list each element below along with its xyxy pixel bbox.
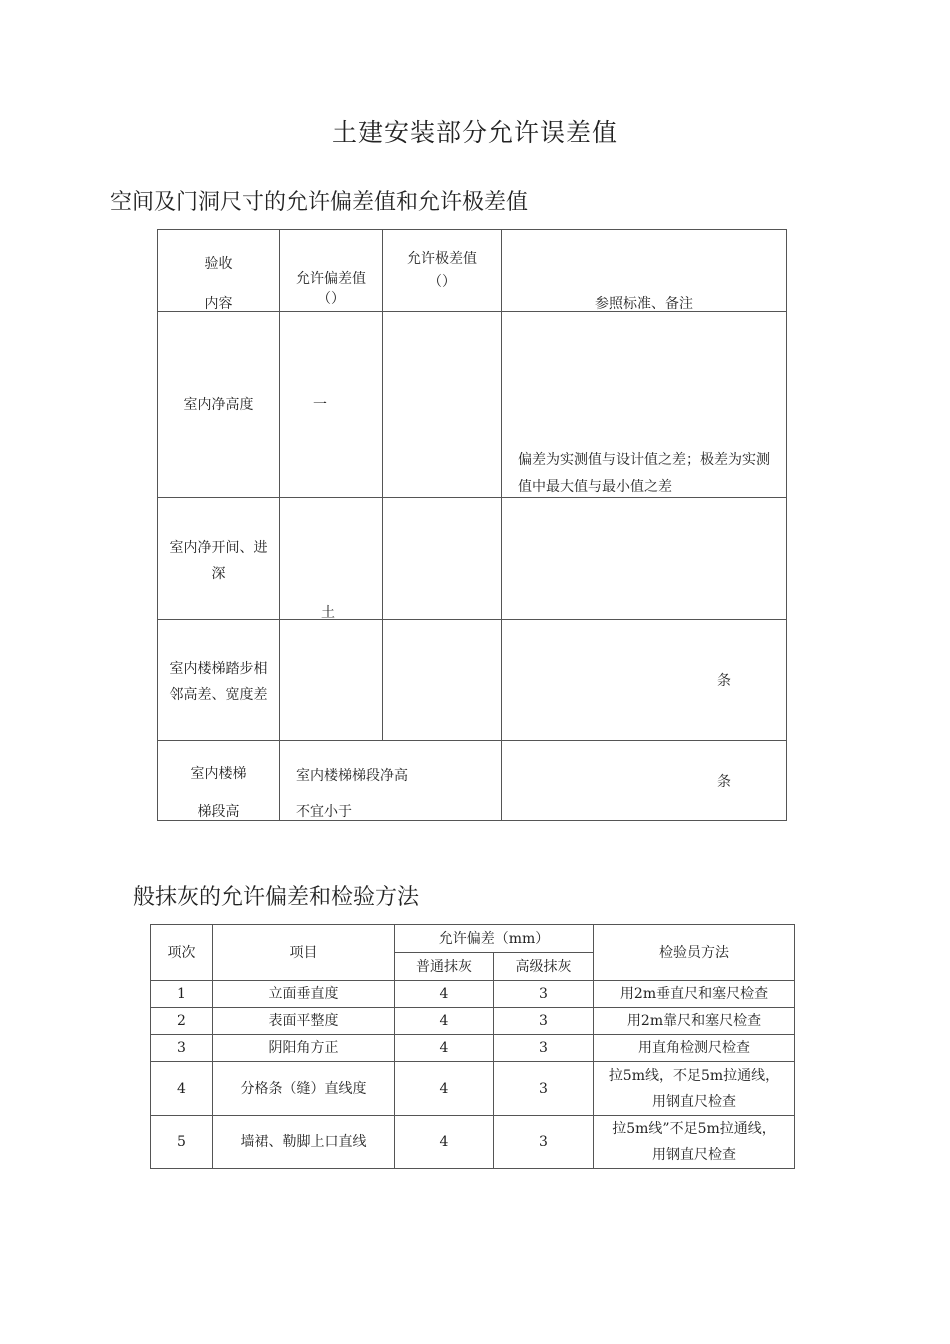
table-cell (594, 1062, 795, 1116)
page-title: 土建安装部分允许误差值 (331, 118, 618, 147)
table-divider (501, 230, 502, 820)
table-cell: 室内楼梯踏步相 (169, 661, 268, 677)
table-cell: 4 (395, 981, 494, 1008)
header-cell: 参照标准、备注 (595, 296, 693, 312)
table-cell: 3 (151, 1035, 213, 1062)
header-cell: 允许偏差值 (296, 271, 366, 287)
header-cell: 允许偏差（mm） (395, 925, 594, 953)
table-cell: 阴阳角方正 (213, 1035, 395, 1062)
table-cell: 墙裙、勒脚上口直线 (213, 1116, 395, 1169)
table-cell: 条 (717, 774, 731, 790)
table-divider (382, 230, 383, 740)
table-cell: 深 (211, 566, 226, 582)
table-cell: 室内净高度 (183, 397, 254, 413)
table-cell: 3 (494, 1116, 594, 1169)
table-cell: 3 (494, 1062, 594, 1116)
header-cell: （） (317, 291, 345, 307)
header-cell: 项目 (213, 925, 395, 981)
table-cell: 一 (313, 397, 327, 413)
header-cell: 允许极差值 (407, 251, 477, 267)
header-cell: 项次 (151, 925, 213, 981)
table-row (151, 1035, 795, 1062)
method-line: 拉5m线”不足5m拉通线， (612, 1121, 776, 1137)
table-cell: 5 (151, 1116, 213, 1169)
section-heading-plaster-tolerance: 般抹灰的允许偏差和检验方法 (133, 885, 420, 910)
table-cell: 3 (494, 1035, 594, 1062)
table-cell: 表面平整度 (213, 1008, 395, 1035)
header-cell: 验收 (204, 256, 233, 272)
table-cell: 土 (321, 605, 335, 621)
header-cell: 普通抹灰 (395, 953, 494, 981)
table-divider (158, 619, 786, 620)
table-cell: 用直角检测尺检查 (594, 1035, 795, 1062)
header-cell: 内容 (204, 296, 233, 312)
method-line: 拉5m线，不足5m拉通线， (608, 1067, 780, 1084)
table-cell: 3 (494, 981, 594, 1008)
table-cell: 值中最大值与最小值之差 (518, 479, 672, 495)
table-cell: 偏差为实测值与设计值之差；极差为实测 (518, 452, 770, 468)
plaster-tolerance-table (150, 924, 795, 1169)
header-cell: （） (428, 274, 456, 290)
header-cell: 高级抹灰 (494, 953, 594, 981)
table-cell: 4 (151, 1062, 213, 1116)
table-cell: 分格条（缝）直线度 (213, 1062, 395, 1116)
table-cell: 用2m垂直尺和塞尺检查 (594, 981, 795, 1008)
table-cell: 4 (395, 1062, 494, 1116)
table-cell: 3 (494, 1008, 594, 1035)
table-row (151, 1008, 795, 1035)
space-tolerance-table (157, 229, 787, 821)
section-heading-space-tolerance: 空间及门洞尺寸的允许偏差值和允许极差值 (110, 190, 529, 215)
table-cell: 1 (151, 981, 213, 1008)
table-divider (279, 230, 280, 820)
table-cell: 用2m靠尺和塞尺检查 (594, 1008, 795, 1035)
table-divider (158, 497, 786, 498)
table-cell (594, 1116, 795, 1169)
table-cell: 4 (395, 1008, 494, 1035)
table-row (151, 1062, 795, 1116)
method-line: 用钢直尺检查 (652, 1093, 736, 1110)
table-cell: 不宜小于 (296, 804, 352, 820)
table-cell: 邻高差、宽度差 (169, 687, 268, 703)
table-cell: 4 (395, 1116, 494, 1169)
table-row (151, 1116, 795, 1169)
method-line: 用钢直尺检查 (652, 1147, 736, 1163)
table-row (151, 981, 795, 1008)
table-cell: 立面垂直度 (213, 981, 395, 1008)
table-cell: 4 (395, 1035, 494, 1062)
table-cell: 2 (151, 1008, 213, 1035)
table-cell: 梯段高 (197, 804, 240, 820)
table-cell: 室内楼梯梯段净高 (296, 768, 408, 784)
table-cell: 室内净开间、进 (169, 540, 268, 556)
table-divider (158, 740, 786, 741)
table-cell: 条 (717, 673, 731, 689)
header-cell: 检验员方法 (594, 925, 795, 981)
table-cell: 室内楼梯 (190, 766, 247, 782)
